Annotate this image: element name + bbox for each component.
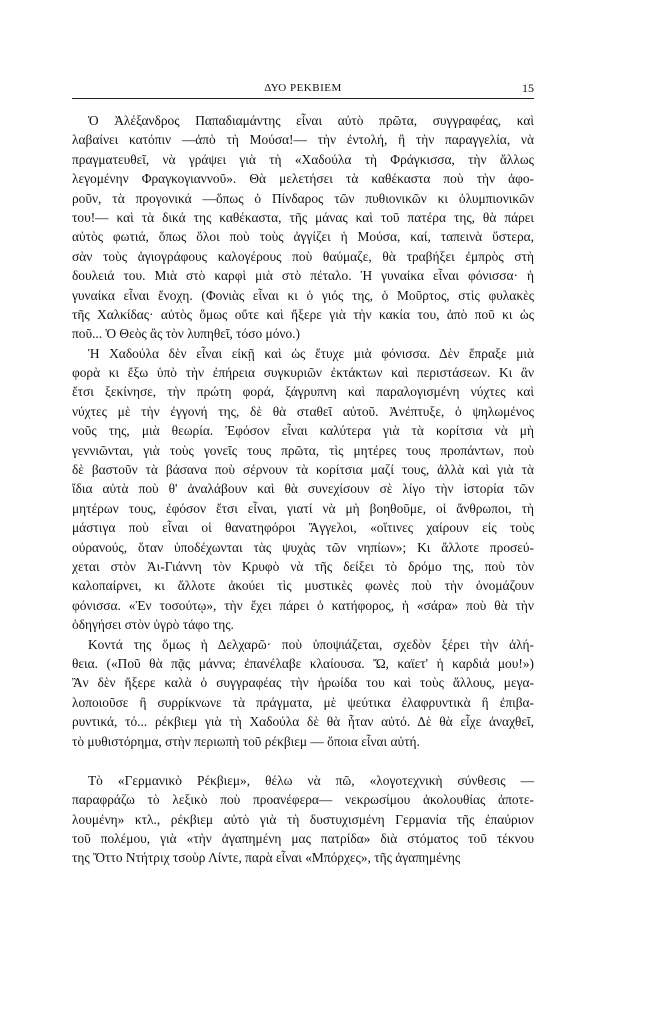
section-gap — [72, 751, 534, 771]
text-line: Ὁ Ἀλέξανδρος Παπαδιαμάντης εἶναι αὐτὸ πρῶτα, συγγραφέας, καὶ — [88, 113, 534, 128]
paragraph — [72, 111, 534, 344]
text-line: ποῦ... Ὁ Θεὸς ἂς τὸν λυπηθεῖ, τόσο μόνο.) — [72, 326, 300, 342]
text-line: Τὸ «Γερμανικὸ Ρέκβιεμ», θέλω νὰ πῶ, «λογοτεχνικὴ σύνθεσις — — [88, 772, 534, 788]
body-text — [72, 111, 534, 868]
text-line: νοῦς της, μιὰ θεωρία. Ἐφόσον εἶναι καλύτερα γιὰ τὰ κορίτσια νὰ μὴ — [72, 423, 534, 439]
text-line: δὲ βαστοῦν τὰ βάσανα ποὺ σέρνουν τὰ κορίτσια μαζί τους, ἀλλὰ καὶ γιὰ τὰ — [72, 462, 534, 478]
text-line: φόνισσα. «Ἐν τοσούτῳ», τὴν ἔχει πάρει ὁ κατήφορος, ἡ «σάρα» ποὺ θὰ τὴν — [72, 597, 534, 613]
text-line: λουμένη» κτλ., ρέκβιεμ αὐτὸ γιὰ τὴ δυστυχισμένη Γερμανία τῆς ἐπαύριον — [72, 811, 534, 827]
text-line: λαβαίνει κατόπιν —ἀπὸ τὴ Μούσα!— τὴν ἐντολή, ἢ τὴν παραγγελία, νὰ — [72, 132, 534, 148]
text-line: Ἂν δὲν ἤξερε καλὰ ὁ συγγραφέας τὴν ἡρωίδα του καὶ τοὺς ἄλλους, μεγα- — [72, 675, 534, 691]
text-line: τοῦ πολέμου, γιὰ «τὴν ἀγαπημένη μας πατρίδα» διὰ στόματος τοῦ τέκνου — [72, 831, 534, 847]
text-line: ἔτσι ξεκίνησε, τὴν πρώτη φορά, ξάγρυπνη καὶ παραλογισμένη νύχτες καὶ — [72, 384, 534, 400]
page-header — [72, 82, 534, 99]
text-line: τῆς Χαλκίδας· αὐτὸς ὅμως οὔτε καὶ ἤξερε γιὰ τὴν κακία του, ἀπὸ ποῦ κι ὡς — [72, 306, 534, 322]
text-line: αὐτὸς φωτιά, ὅπως ὅλοι ποὺ τοὺς ἀγγίζει ἡ Μούσα, καί, ταπεινὰ ὕστερα, — [72, 229, 534, 245]
text-line: της Ὄττο Ντήτριχ τσοὺρ Λίντε, παρὰ εἶναι «Μπόρχες», τῆς ἀγαπημένης — [72, 850, 461, 866]
paragraph — [72, 635, 534, 751]
text-line: ὁδηγήσει στὸν ὑγρὸ τάφο της. — [72, 617, 234, 633]
paragraph — [72, 771, 534, 868]
text-line: καλοπαίρνει, κι ἄλλοτε ἀκούει τὶς μυστικὲς φωνὲς ποὺ τὴν ὀνομάζουν — [72, 578, 534, 594]
text-line: νύχτες μὲ τὴν ἐγγονή της, δὲ θὰ σταθεῖ αὐτοῦ. Ἀνέπτυξε, ὁ ψηλωμένος — [72, 403, 534, 419]
text-line: του!— καὶ τὰ δικά της καθέκαστα, τῆς μάνας καὶ τοῦ πατέρα της, θὰ πάρει — [72, 209, 534, 225]
text-line: γυναίκα εἶναι ἔνοχη. (Φονιὰς εἶναι κι ὁ γιός της, ὁ Μοῦρτος, στὶς φυλακὲς — [72, 287, 534, 303]
text-line: οὐρανούς, ὅταν ὑποδέχωνται τὰς ψυχὰς τῶν νηπίων»; Κι ἄλλοτε προσεύ- — [72, 539, 534, 555]
text-line: γεννιῶνται, γιὰ τοὺς γονεῖς τους πρῶτα, τὶς μητέρες τους προπάντων, ποὺ — [72, 442, 534, 458]
text-line: χεται στὸν Ἀι-Γιάννη τὸν Κρυφὸ νὰ τῆς δείξει τὸ δρόμο της, ποὺ τὸν — [72, 558, 534, 574]
text-line: Ἡ Χαδούλα δὲν εἶναι εἰκῇ καὶ ὡς ἔτυχε μιὰ φόνισσα. Δὲν ἔπραξε μιὰ — [88, 345, 534, 361]
text-line: πραγματευθεῖ, νὰ γράψει γιὰ τὴ «Χαδούλα τὴ Φράγκισσα, τὴν ἄλλως — [72, 151, 534, 167]
text-line: μάστιγα ποὺ εἶναι οἱ θανατηφόροι Ἄγγελοι, «οἵτινες χαίρουν εἰς τοὺς — [72, 520, 534, 536]
text-line: τὸ μυθιστόρημα, στὴν περιωπὴ τοῦ ρέκβιεμ — ὅποια εἶναι αὐτή. — [72, 733, 420, 749]
text-line: λοποιοῦσε ἢ συρρίκνωνε τὰ πράγματα, μὲ ψεύτικα ἐλαφρυντικὰ ἢ ἐπιβα- — [72, 694, 534, 710]
text-line: λεγομένην Φραγκογιαννοῦ». Θὰ μελετήσει τὰ καθέκαστα ποὺ τὴν ἀφο- — [72, 171, 534, 187]
text-line: Κοντά της ὅμως ἡ Δελχαρῶ· ποὺ ὑποψιάζεται, σχεδὸν ξέρει τὴν ἀλή- — [88, 636, 534, 652]
text-line: ρυντικά, τό... ρέκβιεμ γιὰ τὴ Χαδούλα δὲ θὰ ἦταν αὐτό. Δὲ θὰ εἶχε ἀναχθεῖ, — [72, 714, 534, 730]
text-line: μητέρων τους, ἐφόσον ἔτσι εἶναι, γιατί νὰ μὴ βοηθοῦμε, οἱ ἄνθρωποι, τὴ — [72, 500, 534, 516]
text-line: ροῦν, τὰ προγονικά —ὅπως ὁ Πίνδαρος τῶν πυθιονικῶν κι ὀλυμπιονικῶν — [72, 190, 534, 206]
paragraph — [72, 344, 534, 635]
text-line: φορὰ κι ἔξω ὑπὸ τὴν ἐπήρεια συγκυριῶν ἐκτάκτων καὶ περιστάσεων. Κι ἂν — [72, 365, 534, 381]
running-head: ΔΥΟ ΡΕΚΒΙΕΜ — [264, 82, 342, 94]
page-number: 15 — [522, 81, 534, 95]
text-line: θεια. («Ποῦ θὰ πᾷς μάννα; ἐπανέλαβε κλαίουσα. Ὤ, καϊετ' ἡ καρδιά μου!») — [72, 655, 534, 671]
text-line: δουλειά του. Μιὰ στὸ καρφὶ μιὰ στὸ πέταλο. Ἡ γυναίκα εἶναι φόνισσα· ἡ — [72, 268, 534, 284]
text-line: σὰν τοὺς ἁγιογράφους καλογέρους ποὺ θαύμαζε, θὰ τραβήξει ἐμπρὸς στὴ — [72, 248, 534, 264]
text-line: παραφράζω τὸ λεξικὸ ποὺ προανέφερα— νεκρωσίμου ἀκολουθίας ἀποτε- — [72, 792, 534, 808]
text-line: ἴδια αὐτὰ ποὺ θ' ἀναλάβουν καὶ θὰ συνεχίσουν σὲ λίγο τὴν ἱστορία τῶν — [72, 481, 534, 497]
